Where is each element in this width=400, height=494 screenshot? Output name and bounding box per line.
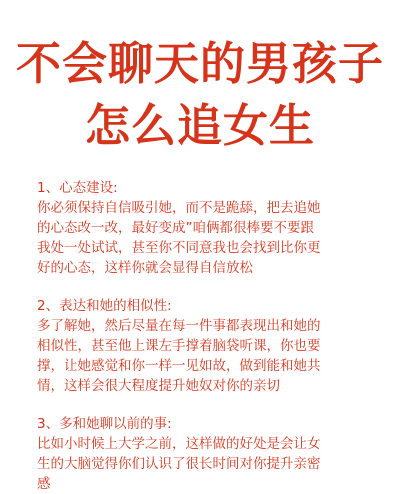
paragraph-line: 生的大脑觉得你们认识了很长时间对你提升亲密 xyxy=(37,456,321,472)
paragraph-line: 好的心态，这样你就会显得自信放松 xyxy=(37,260,253,276)
paragraph-line: 我处一处试试，甚至你不同意我也会找到比你更 xyxy=(37,240,321,256)
paragraph-line: 多了解她，然后尽量在每一件事都表现出和她的 xyxy=(37,318,321,334)
paragraph-line: 的心态改一改，最好变成”咱俩都很棒要不要跟 xyxy=(37,220,314,236)
paragraph-line: 情，这样会很大程度提升她奴对你的亲切 xyxy=(37,378,280,394)
paragraph-line: 你必须保持自信吸引她，而不是跪舔，把去追她 xyxy=(37,200,321,216)
section-heading: 3、多和她聊以前的事: xyxy=(37,416,172,432)
section-mindset xyxy=(37,179,367,278)
section-past-topics xyxy=(37,415,367,494)
section-similarity xyxy=(37,297,367,396)
paragraph-line: 感 xyxy=(37,476,51,492)
section-heading: 1、心态建设: xyxy=(37,180,118,196)
section-heading: 2、表达和她的相似性: xyxy=(37,298,172,314)
page-title-line-2: 怎么追女生 xyxy=(84,99,315,152)
page-title-line-1: 不会聊天的男孩子 xyxy=(15,37,384,90)
paragraph-line: 比如小时候上大学之前，这样做的好处是会让女 xyxy=(37,436,321,452)
paragraph-line: 相似性，甚至他上课左手撑着脑袋听课，你也要 xyxy=(37,338,321,354)
paragraph-line: 撑，让她感觉和你一样一见如故，做到能和她共 xyxy=(37,358,321,374)
